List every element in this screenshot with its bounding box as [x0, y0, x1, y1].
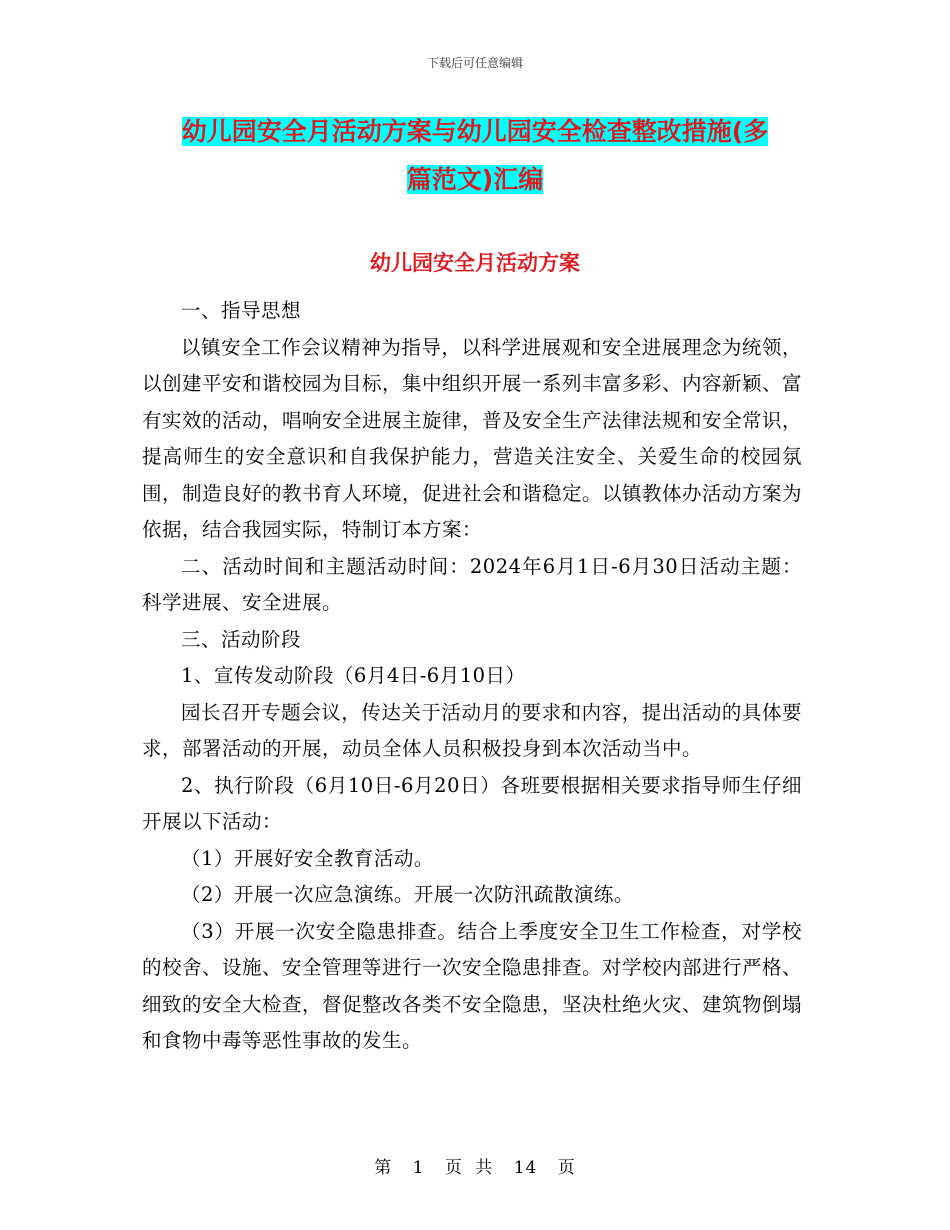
document-title — [0, 108, 950, 204]
footer-prefix: 第 — [374, 1158, 393, 1178]
heading-activity-stages: 三、活动阶段 — [181, 627, 302, 651]
document-title-line1: 幼儿园安全月活动方案与幼儿园安全检查整改措施(多 — [181, 117, 769, 146]
paragraph-guiding-ideology: 以镇安全工作会议精神为指导，以科学进展观和安全进展理念为统领，以创建平安和谐校园为目标，集中组织开展一系列丰富多彩、内容新颖、富有实效的活动，唱响安全进展主旋律，普及安全生产法律法规和安全常识，提高师生的安全意识和自我保护能力，营造关注安全、关爱生命的校园氛围，制造良好的教书育人环境，促进社会和谐稳定。以镇教体办活动方案为依据，结合我园实际，特制订本方案： — [142, 335, 803, 541]
heading-stage-1: 1、宣传发动阶段（6月4日-6月10日） — [181, 664, 526, 687]
paragraph-stage-1: 园长召开专题会议，传达关于活动月的要求和内容，提出活动的具体要求，部署活动的开展，动员全体人员积极投身到本次活动当中。 — [142, 700, 802, 760]
list-item-1: （1）开展好安全教育活动。 — [181, 846, 434, 870]
section-title: 幼儿园安全月活动方案 — [370, 251, 580, 275]
page-footer — [0, 1153, 950, 1178]
document-body — [142, 293, 802, 1060]
heading-guiding-ideology: 一、指导思想 — [181, 299, 302, 322]
page-number: 1 — [412, 1158, 425, 1178]
list-item-2: （2）开展一次应急演练。开展一次防汛疏散演练。 — [181, 883, 634, 906]
document-title-line2: 篇范文)汇编 — [406, 165, 544, 194]
paragraph-stage-2: 2、执行阶段（6月10日-6月20日）各班要根据相关要求指导师生仔细开展以下活动： — [142, 773, 802, 833]
paragraph-activity-time: 二、活动时间和主题活动时间：2024年6月1日-6月30日活动主题：科学进展、安全进展。 — [142, 554, 802, 614]
header-note: 下载后可任意编辑 — [426, 56, 523, 70]
list-item-3: （3）开展一次安全隐患排查。结合上季度安全卫生工作检查，对学校的校舍、设施、安全管理等进行一次安全隐患排查。对学校内部进行严格、细致的安全大检查，督促整改各类不安全隐患，坚决杜绝火灾、建筑物倒塌和食物中毒等恶性事故的发生。 — [142, 919, 803, 1052]
footer-suffix: 页 — [557, 1158, 576, 1178]
footer-middle: 页 共 — [444, 1158, 494, 1178]
total-pages: 14 — [513, 1158, 538, 1178]
